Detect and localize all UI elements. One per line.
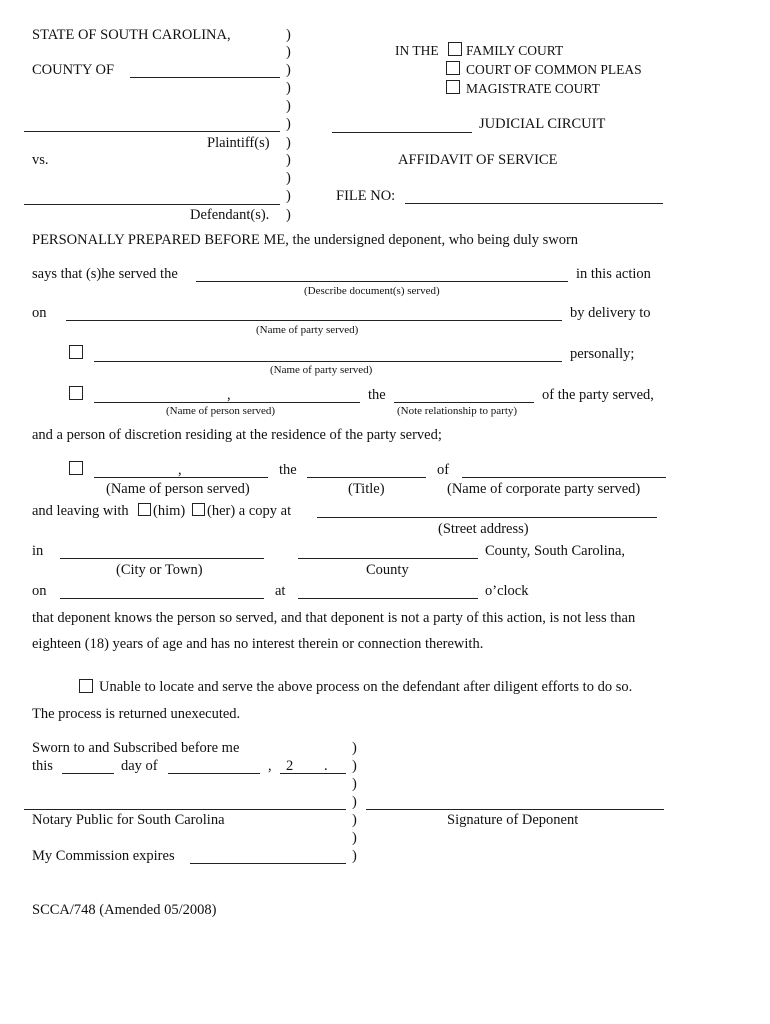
commission-field[interactable] xyxy=(190,863,346,864)
relationship-checkbox[interactable] xyxy=(69,386,83,400)
sworn-text: Sworn to and Subscribed before me xyxy=(32,740,240,756)
knows-text: that deponent knows the person so served, and that deponent is not a party of this action, is not less than xyxy=(32,610,636,626)
county-field[interactable] xyxy=(130,77,280,78)
the-label: the xyxy=(279,462,297,478)
deponent-signature-line[interactable] xyxy=(366,809,664,810)
day-field[interactable] xyxy=(62,773,114,774)
this-label: this xyxy=(32,758,53,774)
caption-paren: ) xyxy=(286,98,291,114)
him-label: (him) xyxy=(153,503,186,519)
notary-label: Notary Public for South Carolina xyxy=(32,812,225,828)
notary-paren: ) xyxy=(352,848,357,864)
caption-paren: ) xyxy=(286,44,291,60)
served-prefix: says that (s)he served the xyxy=(32,266,178,282)
plaintiff-label: Plaintiff(s) xyxy=(207,135,270,151)
caption-paren: ) xyxy=(286,152,291,168)
court-prefix: IN THE xyxy=(395,43,439,58)
leaving-with-label: and leaving with xyxy=(32,503,129,519)
form-id: SCCA/748 (Amended 05/2008) xyxy=(32,902,217,918)
notary-paren: ) xyxy=(352,758,357,774)
notary-paren: ) xyxy=(352,776,357,792)
corporate-checkbox[interactable] xyxy=(69,461,83,475)
caption-paren: ) xyxy=(286,207,291,223)
caption-paren: ) xyxy=(286,188,291,204)
documents-served-field[interactable] xyxy=(196,281,568,282)
plaintiff-field[interactable] xyxy=(24,131,280,132)
notary-paren: ) xyxy=(352,812,357,828)
comma: , xyxy=(178,462,182,478)
unable-checkbox[interactable] xyxy=(79,679,93,693)
service-time-field[interactable] xyxy=(298,598,478,599)
her-checkbox[interactable] xyxy=(192,503,205,516)
notary-paren: ) xyxy=(352,740,357,756)
city-field[interactable] xyxy=(60,558,264,559)
returned-text: The process is returned unexecuted. xyxy=(32,706,241,722)
file-no-label: FILE NO: xyxy=(336,188,396,204)
title-field[interactable] xyxy=(307,477,426,478)
magistrate-court-label: MAGISTRATE COURT xyxy=(466,81,600,96)
corporate-party-field[interactable] xyxy=(462,477,666,478)
title-hint: (Title) xyxy=(348,481,385,497)
document-title: AFFIDAVIT OF SERVICE xyxy=(398,152,558,168)
corporate-hint: (Name of corporate party served) xyxy=(447,481,641,497)
notary-paren: ) xyxy=(352,794,357,810)
street-address-field[interactable] xyxy=(317,517,657,518)
the-label: the xyxy=(368,387,386,403)
family-court-checkbox[interactable] xyxy=(448,42,462,56)
relationship-hint: (Note relationship to party) xyxy=(397,405,518,417)
notary-signature-line[interactable] xyxy=(24,809,346,810)
oclock-label: o’clock xyxy=(485,583,529,599)
caption-paren: ) xyxy=(286,62,291,78)
year-prefix: 2 xyxy=(286,758,294,774)
county-label: COUNTY OF xyxy=(32,62,115,78)
family-court-label: FAMILY COURT xyxy=(466,43,564,58)
discretion-text: and a person of discretion residing at the residence of the party served; xyxy=(32,427,442,443)
at-label: at xyxy=(275,583,286,599)
file-no-field[interactable] xyxy=(405,203,663,204)
caption-paren: ) xyxy=(286,170,291,186)
of-label: of xyxy=(437,462,450,478)
unable-text: Unable to locate and serve the above process on the defendant after diligent efforts to do so. xyxy=(99,679,633,695)
comma: , xyxy=(268,758,272,774)
month-field[interactable] xyxy=(168,773,260,774)
on-label: on xyxy=(32,583,47,599)
caption-paren: ) xyxy=(286,116,291,132)
party-served-field[interactable] xyxy=(66,320,562,321)
personally-label: personally; xyxy=(570,346,635,362)
common-pleas-checkbox[interactable] xyxy=(446,61,460,75)
party-served-hint: (Name of party served) xyxy=(256,324,359,336)
personally-checkbox[interactable] xyxy=(69,345,83,359)
day-of-label: day of xyxy=(121,758,158,774)
eighteen-text: eighteen (18) years of age and has no interest therein or connection therewith. xyxy=(32,636,484,652)
relationship-field[interactable] xyxy=(394,402,534,403)
of-party-label: of the party served, xyxy=(542,387,654,403)
magistrate-court-checkbox[interactable] xyxy=(446,80,460,94)
person-served-hint: (Name of person served) xyxy=(106,481,250,497)
common-pleas-label: COURT OF COMMON PLEAS xyxy=(466,62,642,77)
commission-label: My Commission expires xyxy=(32,848,175,864)
caption-paren: ) xyxy=(286,27,291,43)
state-label: STATE OF SOUTH CAROLINA, xyxy=(32,27,231,43)
year-dot: . xyxy=(324,758,328,774)
party-served-hint: (Name of party served) xyxy=(270,364,373,376)
circuit-field[interactable] xyxy=(332,132,472,133)
caption-paren: ) xyxy=(286,135,291,151)
intro-text: PERSONALLY PREPARED BEFORE ME, the undersigned deponent, who being duly sworn xyxy=(32,232,579,248)
in-label: in xyxy=(32,543,44,559)
judicial-circuit-label: JUDICIAL CIRCUIT xyxy=(479,116,606,132)
him-checkbox[interactable] xyxy=(138,503,151,516)
her-label: (her) a copy at xyxy=(207,503,292,519)
city-hint: (City or Town) xyxy=(116,562,203,578)
notary-paren: ) xyxy=(352,830,357,846)
service-date-field[interactable] xyxy=(60,598,264,599)
in-this-action-label: in this action xyxy=(576,266,651,282)
county-name-field[interactable] xyxy=(298,558,478,559)
county-sc-label: County, South Carolina, xyxy=(485,543,626,559)
defendant-field[interactable] xyxy=(24,204,280,205)
comma: , xyxy=(227,387,231,403)
person-served-hint: (Name of person served) xyxy=(166,405,276,417)
by-delivery-label: by delivery to xyxy=(570,305,651,321)
county-hint: County xyxy=(366,562,409,578)
vs-label: vs. xyxy=(32,152,49,168)
describe-hint: (Describe document(s) served) xyxy=(304,285,440,297)
personally-party-field[interactable] xyxy=(94,361,562,362)
caption-paren: ) xyxy=(286,80,291,96)
defendant-label: Defendant(s). xyxy=(190,207,270,223)
on-label: on xyxy=(32,305,47,321)
year-field[interactable] xyxy=(280,773,346,774)
street-hint: (Street address) xyxy=(438,521,529,537)
signature-label: Signature of Deponent xyxy=(447,812,579,828)
